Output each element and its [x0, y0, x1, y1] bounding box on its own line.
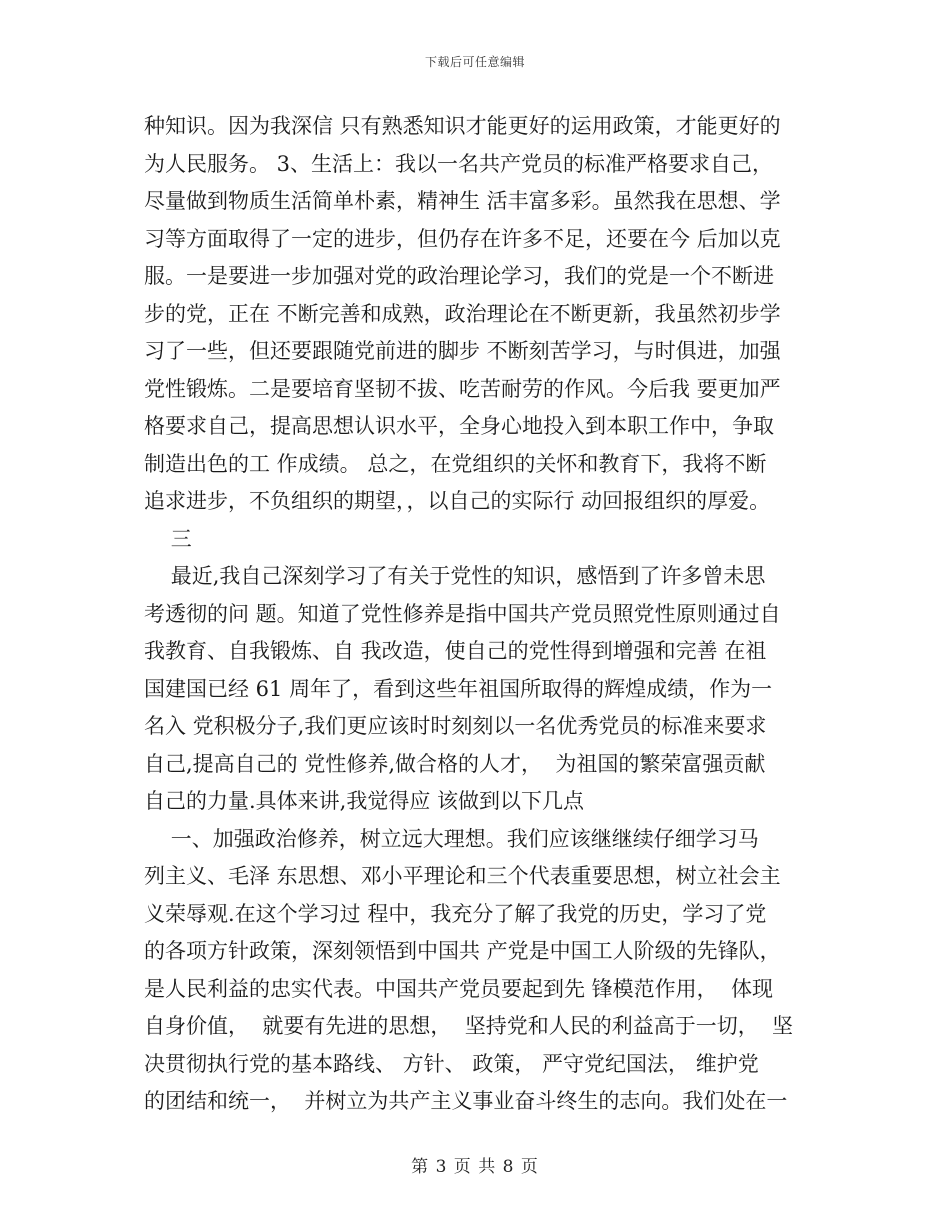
- text-line: 习了一些，但还要跟随党前进的脚步 不断刻苦学习，与时俱进，加强: [144, 339, 781, 363]
- text-line: 义荣辱观.在这个学习过 程中，我充分了解了我党的历史，学习了党: [144, 901, 767, 926]
- text-line: 步的党，正在 不断完善和成熟，政治理论在不断更新，我虽然初步学: [144, 301, 781, 326]
- text-line: 党性锻炼。二是要培育坚韧不拔、吃苦耐劳的作风。今后我 要更加严: [144, 376, 781, 401]
- text-line: 自己的力量.具体来讲,我觉得应 该做到以下几点: [144, 789, 585, 813]
- text-line: 名入 党积极分子,我们更应该时时刻刻以一名优秀党员的标准来要求: [144, 714, 767, 738]
- text-line: 决贯彻执行党的基本路线、 方针、 政策， 严守党纪国法， 维护党: [144, 1051, 759, 1076]
- text-line: 的各项方针政策，深刻领悟到中国共 产党是中国工人阶级的先锋队，: [144, 939, 781, 963]
- text-line: 是人民利益的忠实代表。中国共产党员要起到先 锋模范作用， 体现: [144, 976, 774, 1001]
- text-line: 种知识。因为我深信 只有熟悉知识才能更好的运用政策，才能更好的: [144, 114, 781, 138]
- text-line: 我教育、自我锻炼、自 我改造，使自己的党性得到增强和完善 在祖: [144, 639, 767, 663]
- text-line: 自己,提高自己的 党性修养,做合格的人才， 为祖国的繁荣富强贡献: [144, 751, 766, 776]
- text-line: 习等方面取得了一定的进步，但仍存在许多不足，还要在今 后加以克: [144, 226, 781, 251]
- page-number: 第 3 页 共 8 页: [411, 1157, 539, 1177]
- section-heading: 三: [144, 526, 192, 551]
- text-line: 制造出色的工 作成绩。 总之，在党组织的关怀和教育下，我将不断: [144, 451, 767, 476]
- text-line: 服。一是要进一步加强对党的政治理论学习，我们的党是一个不断进: [144, 264, 774, 288]
- page-header-note: 下载后可任意编辑: [424, 55, 525, 69]
- text-line: 最近,我自己深刻学习了有关于党性的知识，感悟到了许多曾未思: [144, 564, 766, 588]
- text-line: 列主义、毛泽 东思想、邓小平理论和三个代表重要思想，树立社会主: [144, 864, 781, 888]
- text-line: 尽量做到物质生活简单朴素，精神生 活丰富多彩。虽然我在思想、学: [144, 189, 781, 213]
- text-line: 为人民服务。 3、生活上：我以一名共产党员的标准严格要求自己，: [144, 151, 774, 176]
- text-line: 格要求自己，提高思想认识水平，全身心地投入到本职工作中，争取: [144, 414, 774, 438]
- text-line: 国建国已经 61 周年了，看到这些年祖国所取得的辉煌成绩，作为一: [144, 676, 773, 701]
- document-body: [144, 108, 812, 1121]
- text-line: 追求进步，不负组织的期望，，以自己的实际行 动回报组织的厚爱。: [144, 489, 771, 513]
- text-line: 考透彻的问 题。知道了党性修养是指中国共产党员照党性原则通过自: [144, 601, 781, 626]
- text-line: 的团结和统一， 并树立为共产主义事业奋斗终生的志向。我们处在一: [144, 1089, 788, 1113]
- text-line: 自身价值， 就要有先进的思想， 坚持党和人民的利益高于一切， 坚: [144, 1014, 794, 1038]
- text-line: 一、加强政治修养，树立远大理想。我们应该继继续仔细学习马: [144, 826, 759, 851]
